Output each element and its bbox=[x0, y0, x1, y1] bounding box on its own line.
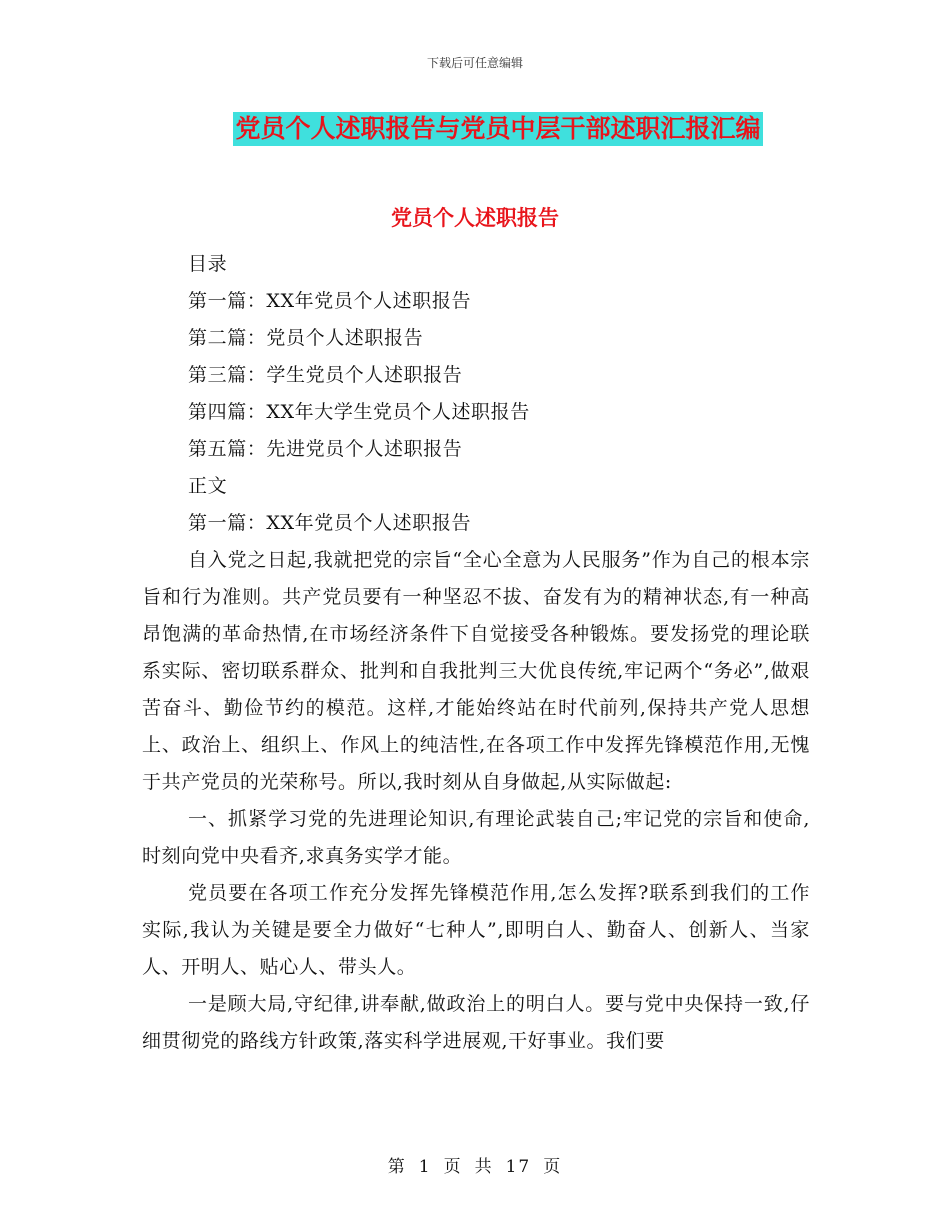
paragraph: 党员要在各项工作充分发挥先锋模范作用,怎么发挥?联系到我们的工作实际,我认为关键是要全力做好“七种人”,即明白人、勤奋人、创新人、当家人、开明人、贴心人、带头人。 bbox=[142, 882, 810, 978]
header-note: 下载后可任意编辑 bbox=[426, 56, 523, 70]
page-word: 第 bbox=[387, 1157, 407, 1177]
page-unit: 页 bbox=[443, 1157, 463, 1177]
chapter-heading: 第一篇：XX年党员个人述职报告 bbox=[188, 512, 472, 534]
toc-item-4: 第四篇：XX年大学生党员个人述职报告 bbox=[188, 401, 530, 423]
toc-heading: 目录 bbox=[188, 253, 228, 275]
paragraph: 自入党之日起,我就把党的宗旨“全心全意为人民服务”作为自己的根本宗旨和行为准则。共产党员要有一种坚忍不拔、奋发有为的精神状态,有一种高昂饱满的革命热情,在市场经济条件下自觉接受各种锻炼。要发扬党的理论联系实际、密切联系群众、批判和自我批判三大优良传统,牢记两个“务必”,做艰苦奋斗、勤俭节约的模范。这样,才能始终站在时代前列,保持共产党人思想上、政治上、组织上、作风上的纯洁性,在各项工作中发挥先锋模范作用,无愧于共产党员的光荣称号。所以,我时刻从自身做起,从实际做起: bbox=[142, 549, 810, 793]
toc-item-3: 第三篇：学生党员个人述职报告 bbox=[188, 364, 463, 386]
document-title: 党员个人述职报告与党员中层干部述职汇报汇编 bbox=[233, 112, 762, 146]
total-unit: 页 bbox=[543, 1157, 563, 1177]
toc-item-2: 第二篇：党员个人述职报告 bbox=[188, 327, 424, 349]
page-number: 1 bbox=[418, 1157, 432, 1177]
page-footer bbox=[0, 1152, 950, 1177]
section-title: 党员个人述职报告 bbox=[391, 206, 559, 230]
document-body bbox=[142, 246, 810, 1060]
body-heading: 正文 bbox=[188, 475, 228, 497]
total-word: 共 bbox=[474, 1157, 494, 1177]
paragraph: 一是顾大局,守纪律,讲奉献,做政治上的明白人。要与党中央保持一致,仔细贯彻党的路线方针政策,落实科学进展观,干好事业。我们要 bbox=[142, 993, 810, 1052]
paragraph: 一、抓紧学习党的先进理论知识,有理论武装自己;牢记党的宗旨和使命,时刻向党中央看齐,求真务实学才能。 bbox=[142, 808, 810, 867]
main-title-container bbox=[0, 112, 950, 146]
toc-item-1: 第一篇：XX年党员个人述职报告 bbox=[188, 290, 472, 312]
toc-item-5: 第五篇：先进党员个人述职报告 bbox=[188, 438, 463, 460]
total-pages: 17 bbox=[505, 1157, 532, 1177]
